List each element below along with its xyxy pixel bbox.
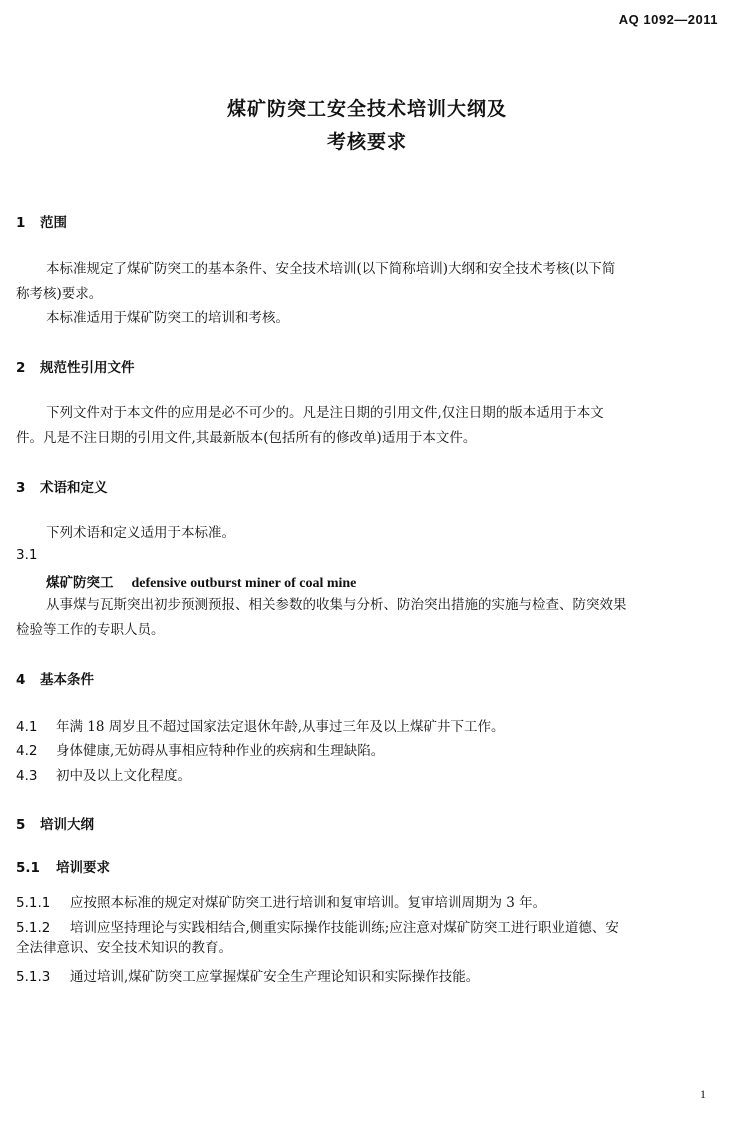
item-text: 初中及以上文化程度。 — [56, 768, 191, 784]
section-1-paragraph-1-line-2: 称考核)要求。 — [16, 286, 103, 302]
term-definition-line-2: 检验等工作的专职人员。 — [16, 622, 165, 638]
subsection-5-1-heading — [16, 856, 110, 876]
section-1-paragraph-2: 本标准适用于煤矿防突工的培训和考核。 — [46, 310, 289, 326]
list-item — [16, 916, 619, 936]
item-number: 5.1.2 — [16, 920, 51, 936]
section-5-heading — [16, 813, 94, 833]
section-1-paragraph-1-line-1: 本标准规定了煤矿防突工的基本条件、安全技术培训(以下简称培训)大纲和安全技术考核(以下简 — [46, 261, 616, 277]
section-number: 2 — [16, 360, 26, 376]
item-number: 5.1.3 — [16, 969, 51, 985]
section-title: 术语和定义 — [40, 480, 108, 496]
item-number: 4.3 — [16, 768, 38, 784]
item-number: 4.1 — [16, 719, 38, 735]
section-1-heading — [16, 211, 67, 231]
list-item — [16, 715, 505, 735]
item-text: 年满 18 周岁且不超过国家法定退休年龄,从事过三年及以上煤矿井下工作。 — [56, 719, 505, 735]
list-item — [16, 764, 191, 784]
page-number: 1 — [700, 1087, 706, 1101]
term-number: 3.1 — [16, 547, 38, 563]
standard-code: AQ 1092—2011 — [618, 12, 718, 27]
list-item — [16, 739, 384, 759]
section-title: 规范性引用文件 — [40, 360, 135, 376]
section-4-heading — [16, 668, 94, 688]
section-title: 范围 — [40, 215, 67, 231]
item-text: 通过培训,煤矿防突工应掌握煤矿安全生产理论知识和实际操作技能。 — [70, 969, 480, 985]
term-english: defensive outburst miner of coal mine — [131, 576, 357, 591]
item-number: 4.2 — [16, 743, 38, 759]
section-2-paragraph-line-1: 下列文件对于本文件的应用是必不可少的。凡是注日期的引用文件,仅注日期的版本适用于本文 — [46, 405, 604, 421]
subsection-number: 5.1 — [16, 860, 40, 876]
section-2-heading — [16, 356, 135, 376]
item-text: 身体健康,无妨碍从事相应特种作业的疾病和生理缺陷。 — [56, 743, 385, 759]
list-item-continuation: 全法律意识、安全技术知识的教育。 — [16, 940, 232, 956]
section-number: 5 — [16, 817, 26, 833]
term-entry — [46, 571, 356, 592]
list-item — [16, 965, 479, 985]
item-text: 应按照本标准的规定对煤矿防突工进行培训和复审培训。复审培训周期为 3 年。 — [70, 895, 547, 911]
section-3-heading — [16, 476, 108, 496]
document-title-line1: 煤矿防突工安全技术培训大纲及 — [226, 98, 507, 120]
section-title: 基本条件 — [40, 672, 94, 688]
item-text: 培训应坚持理论与实践相结合,侧重实际操作技能训练;应注意对煤矿防突工进行职业道德、安 — [70, 920, 619, 936]
list-item — [16, 891, 546, 911]
section-number: 3 — [16, 480, 26, 496]
term-chinese: 煤矿防突工 — [46, 575, 114, 591]
term-definition-line-1: 从事煤与瓦斯突出初步预测预报、相关参数的收集与分析、防治突出措施的实施与检查、防突效果 — [46, 597, 627, 613]
subsection-title: 培训要求 — [56, 860, 110, 876]
section-3-paragraph: 下列术语和定义适用于本标准。 — [46, 525, 235, 541]
section-number: 1 — [16, 215, 26, 231]
section-2-paragraph-line-2: 件。凡是不注日期的引用文件,其最新版本(包括所有的修改单)适用于本文件。 — [16, 430, 477, 446]
document-title-line2: 考核要求 — [326, 131, 407, 153]
section-title: 培训大纲 — [40, 817, 94, 833]
section-number: 4 — [16, 672, 26, 688]
item-number: 5.1.1 — [16, 895, 51, 911]
